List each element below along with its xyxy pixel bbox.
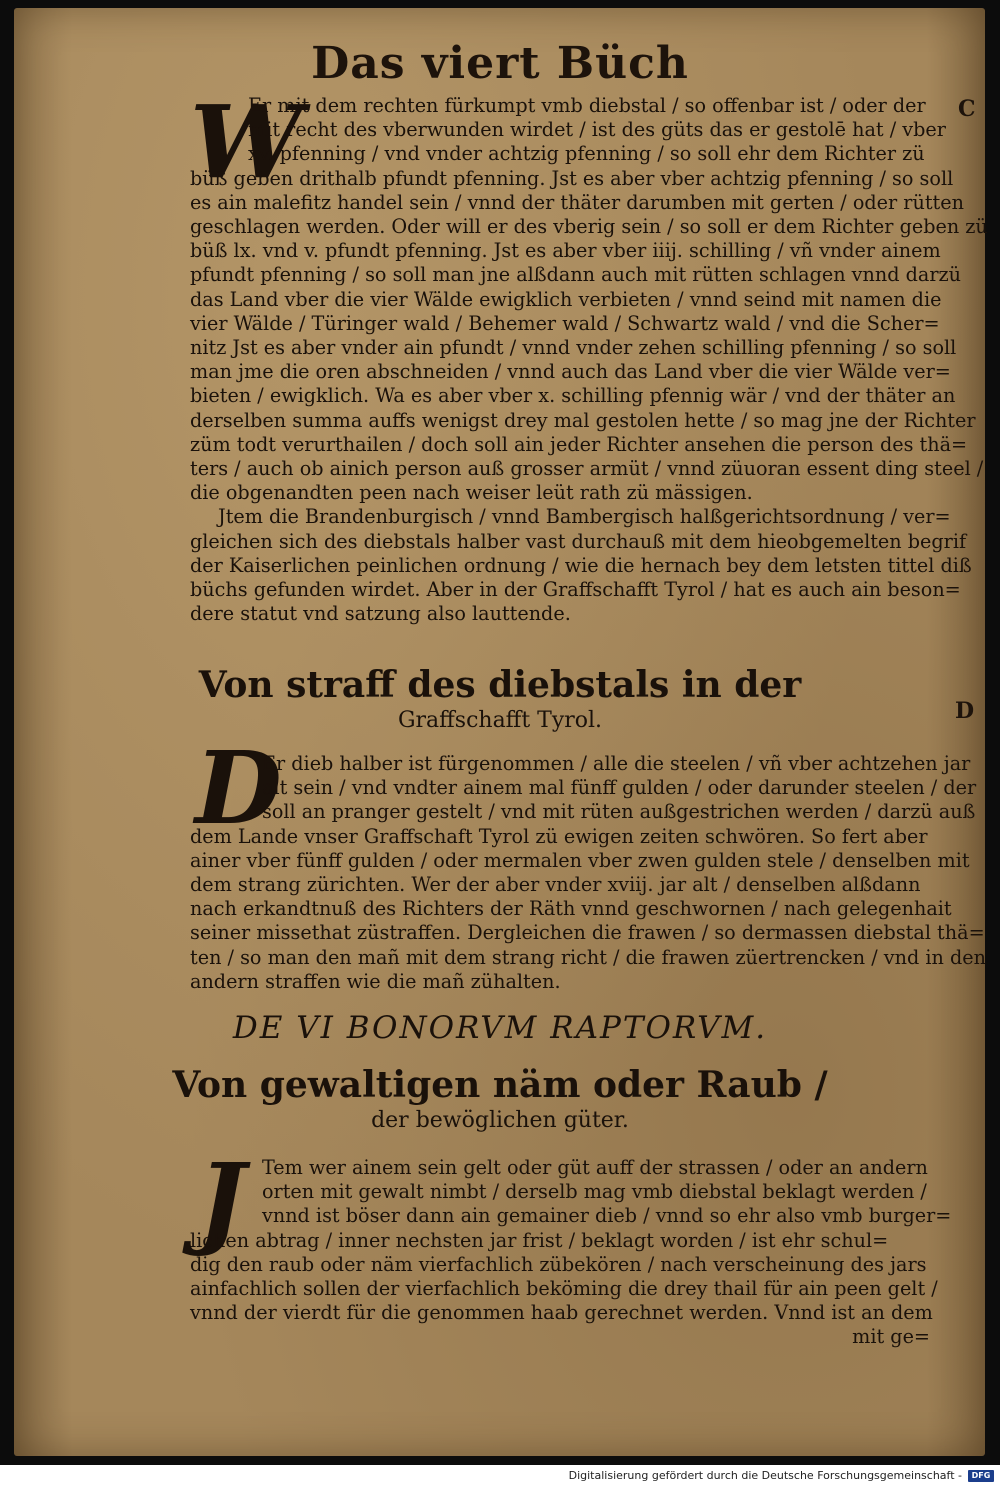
text-line: orten mit gewalt nimbt / derselb mag vmb diebstal beklagt werden / bbox=[262, 1180, 927, 1204]
dfg-logo-icon: DFG bbox=[968, 1470, 994, 1482]
section-heading: Von gewaltigen näm oder Raub / bbox=[172, 1064, 828, 1106]
text-line: Tem wer ainem sein gelt oder güt auff der strassen / oder an andern bbox=[262, 1156, 928, 1179]
text-line: vnnd der vierdt für die genommen haab gerechnet werden. Vnnd ist an dem bbox=[190, 1301, 933, 1325]
text-line: der Kaiserlichen peinlichen ordnung / wie die hernach bey dem letsten tittel diß bbox=[190, 553, 972, 577]
text-line: nach erkandtnuß des Richters der Räth vnnd geschwornen / nach gelegenhait bbox=[190, 897, 952, 921]
footer-bar bbox=[0, 1465, 1000, 1486]
text-line: büchs gefunden wirdet. Aber in der Graffschafft Tyrol / hat es auch ain beson= bbox=[190, 578, 961, 602]
text-line: ters / auch ob ainich person auß grosser armüt / vnnd züuoran essent ding steel / bbox=[190, 457, 984, 481]
text-line: dem strang zürichten. Wer der aber vnder xviij. jar alt / denselben alßdann bbox=[190, 873, 921, 897]
section-1-text bbox=[190, 83, 988, 626]
latin-heading: DE VI BONORVM RAPTORVM. bbox=[232, 1010, 768, 1046]
text-line: derselben summa auffs wenigst drey mal gestolen hette / so mag jne der Richter bbox=[190, 408, 976, 432]
text-line: Er mit dem rechten fürkumpt vmb diebstal / so offenbar ist / oder der bbox=[248, 94, 926, 117]
text-line: gleichen sich des diebstals halber vast durchauß mit dem hieobgemelten begrif bbox=[190, 529, 967, 553]
text-line: man jme die oren abschneiden / vnnd auch das Land vber die vier Wälde ver= bbox=[190, 360, 951, 384]
text-line: pfundt pfenning / so soll man jne alßdann auch mit rütten schlagen vnnd darzü bbox=[190, 263, 961, 287]
text-line: büß geben drithalb pfundt pfenning. Jst es aber vber achtzig pfenning / so soll bbox=[190, 166, 954, 190]
text-line: ainer vber fünff gulden / oder mermalen vber zwen gulden stele / denselben mit bbox=[190, 848, 970, 872]
text-line: dere statut vnd satzung also lauttende. bbox=[190, 602, 571, 626]
text-line: alt sein / vnd vndter ainem mal fünff gulden / oder darunder steelen / der bbox=[262, 776, 977, 800]
text-line: büß lx. vnd v. pfundt pfenning. Jst es aber vber iiij. schilling / vñ vnder ainem bbox=[190, 239, 941, 263]
text-line: vnnd ist böser dann ain gemainer dieb / vnnd so ehr also vmb burger= bbox=[262, 1204, 952, 1228]
text-line: Jtem die Brandenburgisch / vnnd Bambergisch halßgerichtsordnung / ver= bbox=[218, 505, 951, 529]
text-line: ten / so man den mañ mit dem strang richt / die frawen züertrencken / vnd in den bbox=[190, 945, 986, 969]
section-heading: Von straff des diebstals in der bbox=[198, 664, 802, 706]
catchword: mit ge= bbox=[852, 1325, 930, 1349]
text-line: nitz Jst es aber vnder ain pfundt / vnnd vnder zehen schilling pfenning / so soll bbox=[190, 336, 957, 360]
section-subheading: Graffschafft Tyrol. bbox=[397, 708, 603, 733]
text-line: es ain malefitz handel sein / vnnd der thäter darumben mit gerten / oder rütten bbox=[190, 190, 964, 214]
text-line: das Land vber die vier Wälde ewigklich verbieten / vnnd seind mit namen die bbox=[190, 287, 942, 311]
section-2-text bbox=[190, 752, 986, 994]
text-line: vier Wälde / Türinger wald / Behemer wald / Schwartz wald / vnd die Scher= bbox=[190, 311, 940, 335]
section-subheading: der bewöglichen güter. bbox=[371, 1108, 629, 1133]
text-line: züm todt verurthailen / doch soll ain jeder Richter ansehen die person des thä= bbox=[190, 432, 968, 456]
margin-mark-top: C bbox=[958, 96, 976, 122]
text-line: Er dieb halber ist fürgenommen / alle die steelen / vñ vber achtzehen jar bbox=[262, 752, 971, 775]
text-line: ainfachlich sollen der vierfachlich beköming die drey thail für ain peen gelt / bbox=[190, 1277, 938, 1301]
text-line: soll an pranger gestelt / vnd mit rüten außgestrichen werden / darzü auß bbox=[262, 800, 976, 824]
text-line: andern straffen wie die mañ zühalten. bbox=[190, 969, 561, 993]
text-line: mit recht des vberwunden wirdet / ist des güts das er gestolē hat / vber bbox=[248, 118, 946, 142]
text-line: lichen abtrag / inner nechsten jar frist / beklagt worden / ist ehr schul= bbox=[190, 1228, 889, 1252]
text-line: geschlagen werden. Oder will er des vberig sein / so soll er dem Richter geben zü bbox=[190, 215, 988, 239]
margin-mark-middle: D bbox=[955, 698, 975, 724]
drop-cap-w: W bbox=[190, 83, 303, 201]
drop-cap-j: J bbox=[198, 1141, 246, 1259]
drop-cap-d: D bbox=[195, 729, 282, 847]
text-line: dem Lande vnser Graffschaft Tyrol zü ewigen zeiten schwören. So fert aber bbox=[190, 824, 928, 848]
running-head: Das viert Büch bbox=[311, 38, 689, 89]
text-line: xv. pfenning / vnd vnder achtzig pfenning / so soll ehr dem Richter zü bbox=[248, 142, 925, 166]
section-3-text bbox=[190, 1156, 950, 1350]
text-line: bieten / ewigklich. Wa es aber vber x. schilling pfennig wär / vnd der thäter an bbox=[190, 384, 956, 408]
footer-credit: Digitalisierung gefördert durch die Deutsche Forschungsgemeinschaft - bbox=[568, 1469, 962, 1482]
text-line: dig den raub oder näm vierfachlich zübekören / nach verscheinung des jars bbox=[190, 1252, 927, 1276]
text-line: seiner missethat züstraffen. Dergleichen die frawen / so dermassen diebstal thä= bbox=[190, 921, 985, 945]
text-line: die obgenandten peen nach weiser leüt rath zü mässigen. bbox=[190, 481, 753, 505]
